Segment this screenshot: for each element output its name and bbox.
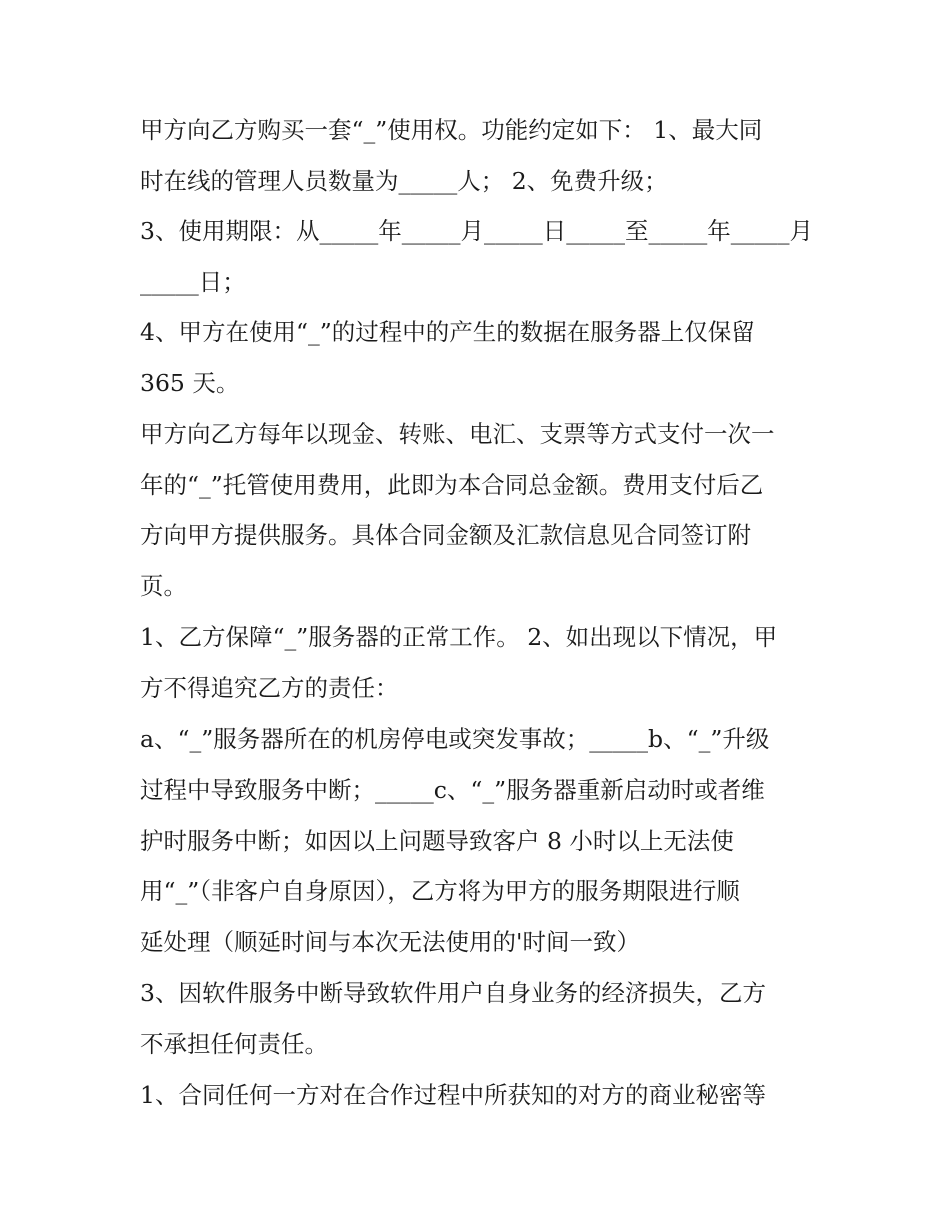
text-line: 时在线的管理人员数量为_____人； 2、免费升级； [140,167,668,195]
text-line: 页。 [140,572,187,600]
text-line: 方不得追究乙方的责任： [140,674,399,702]
text-line: 3、使用期限：从_____年_____月_____日_____至_____年_____月 [140,217,813,245]
text-line: _____日； [140,268,246,296]
text-line: 方向甲方提供服务。具体合同金额及汇款信息见合同签订附 [140,521,751,549]
text-line: 甲方向乙方购买一套“_”使用权。功能约定如下： 1、最大同 [140,116,763,144]
text-line: 用“_”（非客户自身原因），乙方将为甲方的服务期限进行顺 [140,877,740,905]
text-line: 365 天。 [140,369,240,397]
text-line: 3、因软件服务中断导致软件用户自身业务的经济损失，乙方 [140,979,766,1007]
text-line: 延处理（顺延时间与本次无法使用的'时间一致） [140,928,640,956]
text-line: 甲方向乙方每年以现金、转账、电汇、支票等方式支付一次一 [140,420,775,448]
text-line: 护时服务中断；如因以上问题导致客户 8 小时以上无法使 [140,827,734,855]
text-line: 4、甲方在使用“_”的过程中的产生的数据在服务器上仅保留 [140,318,755,346]
text-line: 1、乙方保障“_”服务器的正常工作。 2、如出现以下情况，甲 [140,623,778,651]
text-line: 1、合同任何一方对在合作过程中所获知的对方的商业秘密等 [140,1081,766,1109]
text-line: a、“_”服务器所在的机房停电或突发事故；_____b、“_”升级 [140,725,770,753]
text-line: 不承担任何责任。 [140,1030,328,1058]
text-line: 过程中导致服务中断；_____c、“_”服务器重新启动时或者维 [140,776,765,804]
text-line: 年的“_”托管使用费用，此即为本合同总金额。费用支付后乙 [140,471,764,499]
